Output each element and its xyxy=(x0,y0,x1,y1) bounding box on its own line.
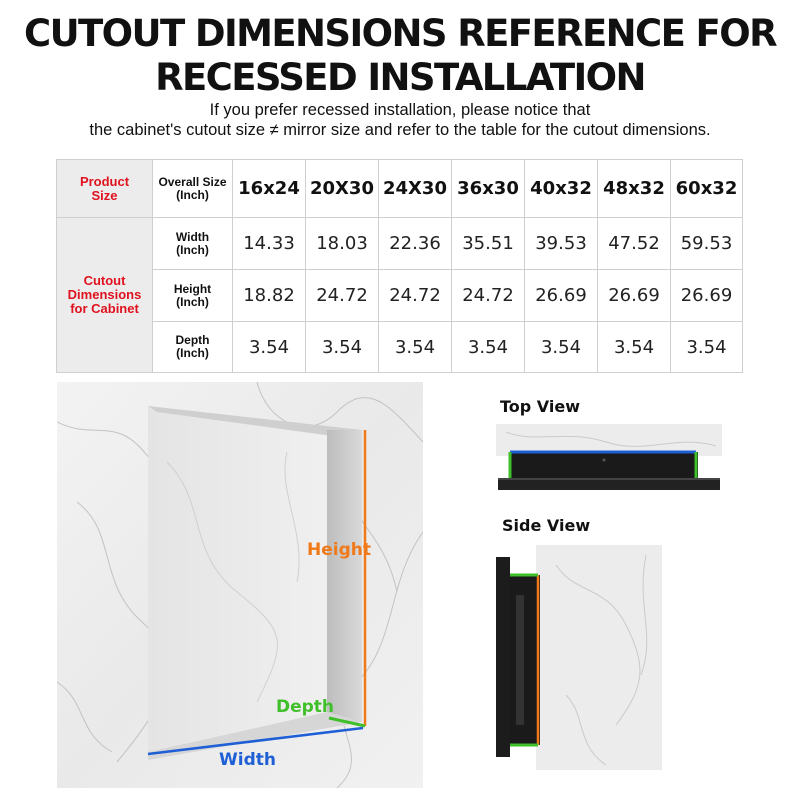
table-row-height xyxy=(57,270,743,322)
table-cell: 3.54 xyxy=(452,322,525,373)
depth-label: Depth xyxy=(276,697,335,717)
overall-size-header: Overall Size (Inch) xyxy=(153,160,233,218)
table-row-width xyxy=(57,218,743,270)
table-cell: 39.53 xyxy=(525,218,598,270)
recessed-niche-illustration xyxy=(57,382,423,788)
height-label: Height xyxy=(307,540,371,560)
table-cell: 22.36 xyxy=(379,218,452,270)
table-row-depth xyxy=(57,322,743,373)
side-view-label: Side View xyxy=(502,516,591,535)
table-cell: 18.03 xyxy=(306,218,379,270)
side-view-illustration xyxy=(496,545,662,770)
product-size-header: Product Size xyxy=(57,160,153,218)
subtitle-line-1: If you prefer recessed installation, please notice that xyxy=(209,101,591,119)
cutout-dimensions-table xyxy=(56,159,743,373)
subtitle-line-2: the cabinet's cutout size ≠ mirror size and refer to the table for the cutout dimensions. xyxy=(89,121,711,139)
table-cell: 47.52 xyxy=(598,218,671,270)
cutout-dimensions-header: Cutout Dimensions for Cabinet xyxy=(57,218,153,373)
table-cell: 24.72 xyxy=(306,270,379,322)
table-cell: 18.82 xyxy=(233,270,306,322)
table-cell: 14.33 xyxy=(233,218,306,270)
table-cell: 35.51 xyxy=(452,218,525,270)
table-cell: 3.54 xyxy=(525,322,598,373)
size-header: 36x30 xyxy=(452,160,525,218)
table-cell: 26.69 xyxy=(671,270,743,322)
width-label: Width xyxy=(219,750,276,770)
table-cell: 26.69 xyxy=(598,270,671,322)
size-header: 60x32 xyxy=(671,160,743,218)
row-label-width: Width (Inch) xyxy=(153,218,233,270)
row-label-depth: Depth (Inch) xyxy=(153,322,233,373)
size-header: 40x32 xyxy=(525,160,598,218)
top-view-label: Top View xyxy=(500,397,581,416)
table-cell: 3.54 xyxy=(379,322,452,373)
marble-wall-image xyxy=(57,382,423,788)
title-line-1: CUTOUT DIMENSIONS REFERENCE FOR xyxy=(24,12,776,55)
size-header: 24X30 xyxy=(379,160,452,218)
table-cell: 24.72 xyxy=(452,270,525,322)
table-cell: 26.69 xyxy=(525,270,598,322)
top-view-illustration xyxy=(496,424,722,494)
title-line-2: RECESSED INSTALLATION xyxy=(155,56,645,99)
size-header: 48x32 xyxy=(598,160,671,218)
side-view-image xyxy=(496,545,662,770)
size-header: 20X30 xyxy=(306,160,379,218)
table-cell: 3.54 xyxy=(306,322,379,373)
table-cell: 3.54 xyxy=(233,322,306,373)
page-title xyxy=(0,12,800,100)
table-cell: 3.54 xyxy=(598,322,671,373)
table-cell: 59.53 xyxy=(671,218,743,270)
row-label-height: Height (Inch) xyxy=(153,270,233,322)
table-cell: 24.72 xyxy=(379,270,452,322)
top-view-image xyxy=(496,424,722,494)
size-header: 16x24 xyxy=(233,160,306,218)
subtitle xyxy=(0,100,800,140)
table-header-row xyxy=(57,160,743,218)
table-cell: 3.54 xyxy=(671,322,743,373)
